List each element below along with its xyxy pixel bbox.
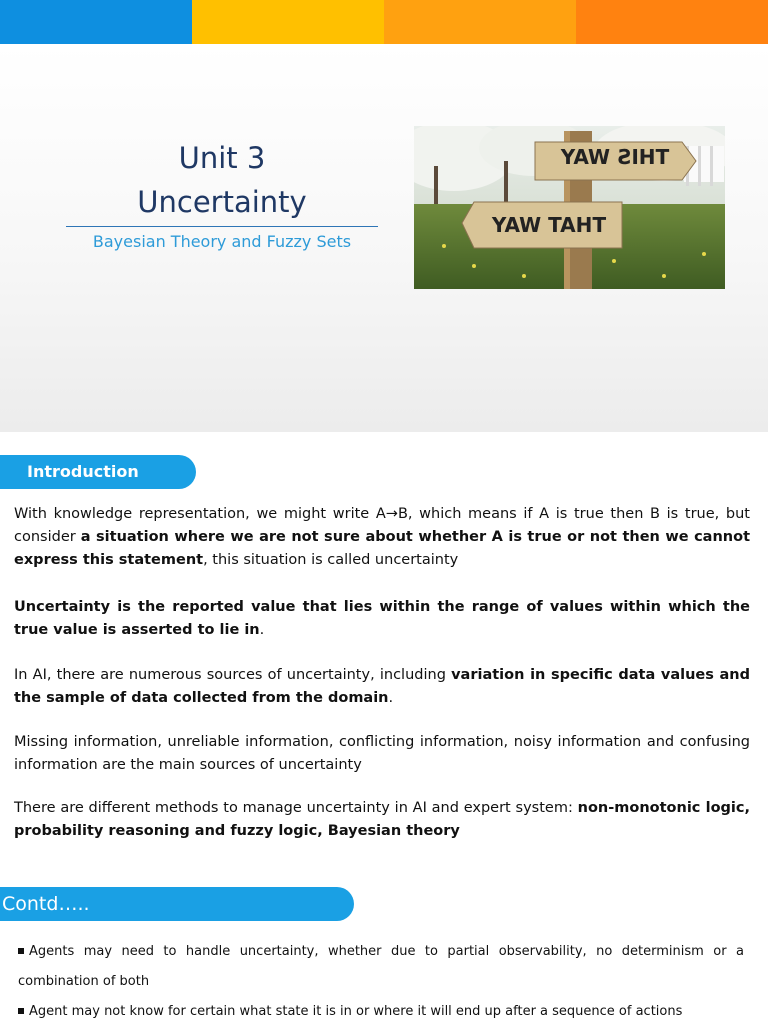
bold-text-run: Uncertainty is the reported value that lies within the range of values within which the true value is asserted to lie in bbox=[14, 599, 750, 638]
intro-paragraph-1 bbox=[14, 503, 750, 572]
title-line-topic: Uncertainty bbox=[137, 185, 307, 219]
text-run: . bbox=[259, 622, 265, 638]
color-bar-segment-yellow bbox=[192, 0, 384, 44]
bullet-marker bbox=[18, 948, 24, 954]
contd-heading: Contd….. bbox=[0, 887, 354, 921]
text-run: There are different methods to manage uncertainty in AI and expert system: bbox=[14, 800, 578, 816]
sign-top-text: THIS WAY bbox=[560, 145, 670, 169]
bullet-text: Agents may need to handle uncertainty, whether due to partial observability, no determinism or a combination of both bbox=[18, 944, 744, 989]
slide-subtitle: Bayesian Theory and Fuzzy Sets bbox=[92, 232, 352, 251]
signpost-illustration bbox=[414, 126, 725, 289]
introduction-heading: Introduction bbox=[0, 455, 196, 489]
bullet-marker bbox=[18, 1008, 24, 1014]
title-divider bbox=[66, 226, 378, 227]
color-bar-segment-dark-orange bbox=[576, 0, 768, 44]
text-run: . bbox=[388, 690, 394, 706]
bullet-item bbox=[18, 937, 744, 997]
top-color-bar bbox=[0, 0, 768, 44]
intro-paragraph-4 bbox=[14, 731, 750, 777]
sign-bottom-text: THAT WAY bbox=[491, 213, 607, 237]
text-run: In AI, there are numerous sources of uncertainty, including bbox=[14, 667, 452, 683]
text-run: With knowledge representation, we might write A→B, which means if A is true then B is true, but consider bbox=[14, 506, 750, 545]
bold-text-run: variation in specific data values and the sample of data collected from the domain bbox=[14, 667, 750, 706]
color-bar-segment-blue bbox=[0, 0, 192, 44]
intro-paragraph-2 bbox=[14, 596, 750, 642]
intro-paragraph-3 bbox=[14, 664, 750, 710]
signpost-photo bbox=[414, 126, 725, 289]
bullet-text: Agent may not know for certain what state it is in or where it will end up after a sequence of actions bbox=[29, 1004, 683, 1019]
slide-title bbox=[66, 136, 378, 224]
intro-paragraph-5 bbox=[14, 797, 750, 843]
text-run: Missing information, unreliable information, conflicting information, noisy information and confusing information are the main sources of uncertainty bbox=[14, 734, 750, 773]
title-slide bbox=[0, 44, 768, 432]
color-bar-segment-orange bbox=[384, 0, 576, 44]
title-line-unit: Unit 3 bbox=[178, 141, 266, 175]
bullet-item bbox=[18, 997, 744, 1024]
bold-text-run: a situation where we are not sure about whether A is true or not then we cannot express this statement bbox=[14, 529, 751, 568]
bold-text-run: non-monotonic logic, probability reasoning and fuzzy logic, Bayesian theory bbox=[14, 800, 750, 839]
text-run: , this situation is called uncertainty bbox=[203, 552, 459, 568]
